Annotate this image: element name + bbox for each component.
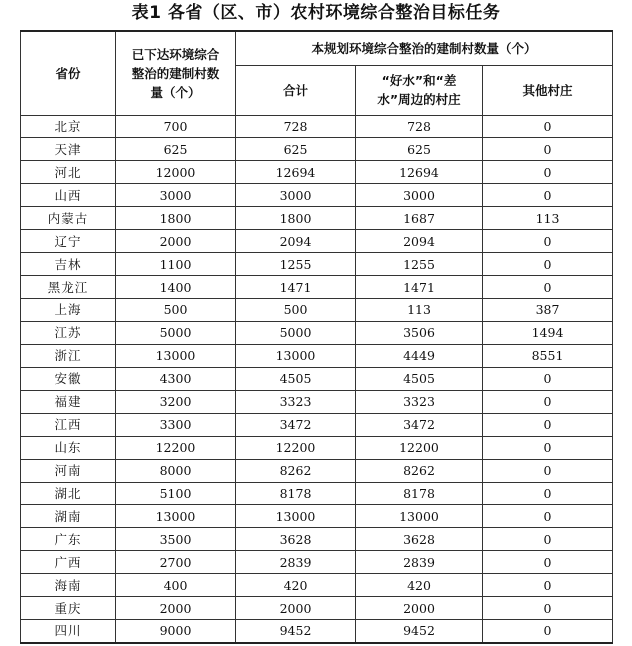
table-row [21,620,613,643]
header-total: 合计 [236,65,356,115]
table-row [21,299,613,322]
other-villages-cell: 8551 [483,344,613,367]
other-villages-cell: 0 [483,161,613,184]
province-cell: 江西 [21,413,116,436]
water-villages-cell: 12694 [356,161,483,184]
completed-cell: 9000 [116,620,236,643]
table-row [21,436,613,459]
completed-cell: 2000 [116,230,236,253]
province-cell: 辽宁 [21,230,116,253]
table-row [21,482,613,505]
total-cell: 420 [236,574,356,597]
province-cell: 江苏 [21,321,116,344]
other-villages-cell: 0 [483,597,613,620]
province-cell: 山东 [21,436,116,459]
water-villages-cell: 12200 [356,436,483,459]
table-row [21,276,613,299]
province-cell: 黑龙江 [21,276,116,299]
total-cell: 9452 [236,620,356,643]
water-villages-cell: 8178 [356,482,483,505]
province-cell: 河南 [21,459,116,482]
total-cell: 625 [236,138,356,161]
completed-cell: 2000 [116,597,236,620]
water-villages-cell: 3628 [356,528,483,551]
province-cell: 海南 [21,574,116,597]
total-cell: 4505 [236,367,356,390]
table-row [21,138,613,161]
completed-cell: 5000 [116,321,236,344]
province-cell: 上海 [21,299,116,322]
water-villages-cell: 2839 [356,551,483,574]
completed-cell: 1800 [116,207,236,230]
other-villages-cell: 0 [483,620,613,643]
total-cell: 500 [236,299,356,322]
completed-cell: 8000 [116,459,236,482]
total-cell: 12200 [236,436,356,459]
other-villages-cell: 0 [483,367,613,390]
table-row [21,184,613,207]
water-villages-cell: 420 [356,574,483,597]
table-row [21,459,613,482]
province-cell: 山西 [21,184,116,207]
table-row [21,115,613,138]
water-villages-cell: 4505 [356,367,483,390]
total-cell: 5000 [236,321,356,344]
water-villages-cell: 1255 [356,253,483,276]
header-planned-group: 本规划环境综合整治的建制村数量（个） [236,31,613,65]
water-villages-cell: 113 [356,299,483,322]
completed-cell: 12000 [116,161,236,184]
table-row [21,230,613,253]
water-villages-cell: 3323 [356,390,483,413]
completed-cell: 400 [116,574,236,597]
other-villages-cell: 0 [483,413,613,436]
water-villages-cell: 13000 [356,505,483,528]
table-row [21,367,613,390]
water-villages-cell: 4449 [356,344,483,367]
total-cell: 1800 [236,207,356,230]
completed-cell: 4300 [116,367,236,390]
water-villages-cell: 1687 [356,207,483,230]
total-cell: 13000 [236,344,356,367]
water-villages-cell: 625 [356,138,483,161]
table-body [21,115,613,643]
other-villages-cell: 0 [483,574,613,597]
table-row [21,321,613,344]
table-row [21,390,613,413]
other-villages-cell: 387 [483,299,613,322]
water-villages-cell: 1471 [356,276,483,299]
province-cell: 天津 [21,138,116,161]
total-cell: 13000 [236,505,356,528]
other-villages-cell: 0 [483,390,613,413]
water-villages-cell: 9452 [356,620,483,643]
total-cell: 2000 [236,597,356,620]
province-cell: 重庆 [21,597,116,620]
water-villages-cell: 728 [356,115,483,138]
province-cell: 四川 [21,620,116,643]
province-cell: 湖南 [21,505,116,528]
province-cell: 广东 [21,528,116,551]
completed-cell: 3200 [116,390,236,413]
table-row [21,597,613,620]
total-cell: 3472 [236,413,356,436]
other-villages-cell: 0 [483,184,613,207]
total-cell: 3000 [236,184,356,207]
table-row [21,207,613,230]
total-cell: 8262 [236,459,356,482]
table-row [21,574,613,597]
completed-cell: 700 [116,115,236,138]
other-villages-cell: 0 [483,230,613,253]
header-water-villages: “好水”和“差水”周边的村庄 [356,65,483,115]
table-header [21,31,613,115]
other-villages-cell: 0 [483,482,613,505]
header-completed: 已下达环境综合整治的建制村数量（个） [116,31,236,115]
total-cell: 3628 [236,528,356,551]
completed-cell: 13000 [116,505,236,528]
header-province: 省份 [21,31,116,115]
other-villages-cell: 0 [483,436,613,459]
water-villages-cell: 3506 [356,321,483,344]
water-villages-cell: 2094 [356,230,483,253]
other-villages-cell: 0 [483,276,613,299]
total-cell: 3323 [236,390,356,413]
other-villages-cell: 0 [483,459,613,482]
table-row [21,505,613,528]
total-cell: 2839 [236,551,356,574]
total-cell: 8178 [236,482,356,505]
water-villages-cell: 8262 [356,459,483,482]
completed-cell: 3000 [116,184,236,207]
table-row [21,253,613,276]
province-cell: 湖北 [21,482,116,505]
total-cell: 1471 [236,276,356,299]
completed-cell: 1100 [116,253,236,276]
province-cell: 河北 [21,161,116,184]
total-cell: 12694 [236,161,356,184]
completed-cell: 625 [116,138,236,161]
table-row [21,528,613,551]
table-row [21,551,613,574]
completed-cell: 5100 [116,482,236,505]
province-cell: 安徽 [21,367,116,390]
completed-cell: 1400 [116,276,236,299]
table-row [21,161,613,184]
header-other-villages: 其他村庄 [483,65,613,115]
province-cell: 广西 [21,551,116,574]
total-cell: 1255 [236,253,356,276]
water-villages-cell: 2000 [356,597,483,620]
other-villages-cell: 0 [483,138,613,161]
completed-cell: 12200 [116,436,236,459]
table-row [21,413,613,436]
target-table [20,30,613,644]
completed-cell: 13000 [116,344,236,367]
other-villages-cell: 0 [483,505,613,528]
total-cell: 728 [236,115,356,138]
province-cell: 内蒙古 [21,207,116,230]
total-cell: 2094 [236,230,356,253]
province-cell: 福建 [21,390,116,413]
water-villages-cell: 3000 [356,184,483,207]
completed-cell: 2700 [116,551,236,574]
completed-cell: 3300 [116,413,236,436]
other-villages-cell: 0 [483,528,613,551]
completed-cell: 500 [116,299,236,322]
table-title: 表1 各省（区、市）农村环境综合整治目标任务 [131,3,501,23]
other-villages-cell: 0 [483,115,613,138]
other-villages-cell: 0 [483,551,613,574]
other-villages-cell: 0 [483,253,613,276]
other-villages-cell: 1494 [483,321,613,344]
table-row [21,344,613,367]
water-villages-cell: 3472 [356,413,483,436]
other-villages-cell: 113 [483,207,613,230]
province-cell: 北京 [21,115,116,138]
province-cell: 浙江 [21,344,116,367]
completed-cell: 3500 [116,528,236,551]
province-cell: 吉林 [21,253,116,276]
